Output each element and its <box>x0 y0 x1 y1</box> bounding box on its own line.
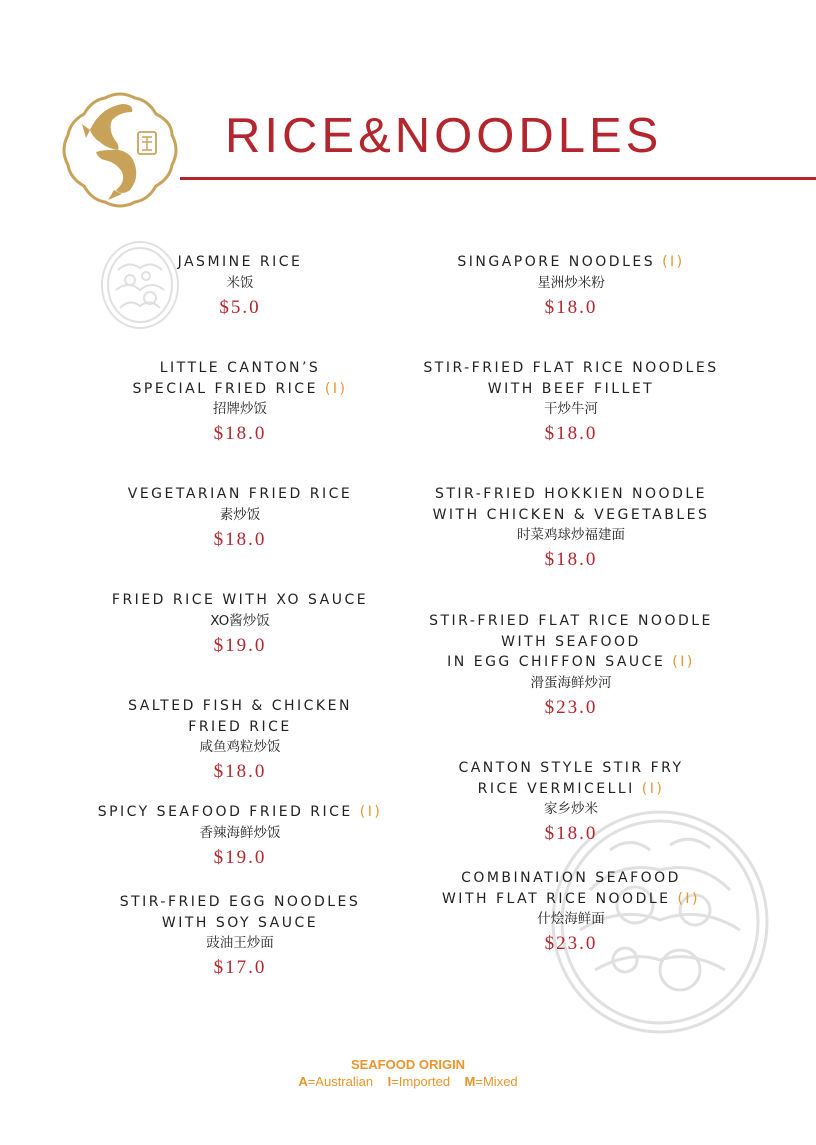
dish-name: JASMINE RICE <box>177 254 303 270</box>
menu-item <box>75 590 405 659</box>
page-title: RICE&NOODLES <box>225 109 663 163</box>
dish-price: $23.0 <box>544 696 598 718</box>
legend-keys <box>0 1073 816 1091</box>
dish-price: $19.0 <box>213 846 267 868</box>
dish-chinese-name: 米饭 <box>226 274 254 291</box>
menu-item <box>75 484 405 553</box>
origin-tag: (I) <box>672 654 695 670</box>
dish-chinese-name: 什烩海鲜面 <box>537 911 605 927</box>
dish-chinese-name: 素炒饭 <box>219 506 261 523</box>
dish-price: $23.0 <box>544 933 598 954</box>
dish-name: LITTLE CANTON’S SPECIAL FRIED RICE (I) <box>132 360 348 397</box>
origin-tag: (I) <box>662 254 685 270</box>
dish-chinese-name: 香辣海鲜炒饭 <box>199 824 281 841</box>
dish-name: FRIED RICE WITH XO SAUCE <box>111 592 369 608</box>
dish-price: $18.0 <box>544 823 598 844</box>
dish-name: STIR-FRIED EGG NOODLES WITH SOY SAUCE <box>119 894 361 931</box>
menu-item <box>406 484 736 573</box>
dish-price: $19.0 <box>213 634 267 656</box>
dish-name: SINGAPORE NOODLES (I) <box>457 254 685 270</box>
menu-item <box>406 252 736 321</box>
dish-price: $5.0 <box>219 296 261 318</box>
dish-chinese-name: 滑蛋海鲜炒河 <box>530 674 612 691</box>
dish-price: $18.0 <box>213 761 267 782</box>
dish-chinese-name: 时菜鸡球炒福建面 <box>517 527 625 543</box>
dish-price: $17.0 <box>213 957 267 978</box>
dish-chinese-name: 干炒牛河 <box>544 401 598 417</box>
dish-name: STIR-FRIED FLAT RICE NOODLES WITH BEEF FILLET <box>423 360 719 397</box>
legend-label-a: =Australian <box>307 1074 374 1089</box>
dish-chinese-name: XO酱炒饭 <box>210 612 270 629</box>
origin-tag: (I) <box>641 780 665 797</box>
menu-item <box>406 758 736 847</box>
menu-item <box>406 611 736 721</box>
dish-price: $18.0 <box>544 549 598 570</box>
dish-name: STIR-FRIED FLAT RICE NOODLE WITH SEAFOOD IN EGG CHIFFON SAUCE (I) <box>429 613 713 670</box>
menu-item <box>406 868 736 957</box>
legend-key-i: I <box>387 1074 392 1089</box>
dish-chinese-name: 星洲炒米粉 <box>537 274 605 291</box>
legend-key-a: A <box>298 1074 308 1089</box>
dish-name: SALTED FISH & CHICKEN FRIED RICE <box>128 698 352 735</box>
dish-price: $18.0 <box>213 528 267 550</box>
menu-item <box>406 358 736 447</box>
legend-label-m: =Mixed <box>475 1074 518 1089</box>
dish-name: CANTON STYLE STIR FRY RICE VERMICELLI (I) <box>458 760 684 797</box>
origin-tag: (I) <box>677 890 701 907</box>
dish-name: STIR-FRIED HOKKIEN NOODLE WITH CHICKEN & VEGETABLES <box>432 486 710 523</box>
dish-chinese-name: 招牌炒饭 <box>213 401 267 417</box>
menu-item <box>75 802 405 871</box>
origin-tag: (I) <box>324 380 348 397</box>
seafood-origin-legend <box>0 1057 816 1091</box>
dish-chinese-name: 豉油王炒面 <box>206 935 274 951</box>
koi-fish-logo <box>60 90 180 210</box>
menu-item <box>75 252 405 321</box>
menu-item <box>75 696 405 785</box>
dish-name: VEGETARIAN FRIED RICE <box>127 486 353 502</box>
menu-item <box>75 358 405 447</box>
legend-title: SEAFOOD ORIGIN <box>350 1057 466 1072</box>
dish-name: SPICY SEAFOOD FRIED RICE (I) <box>97 804 383 820</box>
dish-chinese-name: 咸鱼鸡粒炒饭 <box>199 739 281 755</box>
legend-key-m: M <box>464 1074 476 1089</box>
title-underline <box>180 177 816 180</box>
dish-chinese-name: 家乡炒米 <box>544 801 598 817</box>
menu-item <box>75 892 405 981</box>
legend-label-i: =Imported <box>391 1074 451 1089</box>
origin-tag: (I) <box>359 804 383 820</box>
dish-price: $18.0 <box>213 423 267 444</box>
dish-price: $18.0 <box>544 423 598 444</box>
dish-price: $18.0 <box>544 296 598 318</box>
dish-name: COMBINATION SEAFOOD WITH FLAT RICE NOODLE (I) <box>441 870 701 907</box>
